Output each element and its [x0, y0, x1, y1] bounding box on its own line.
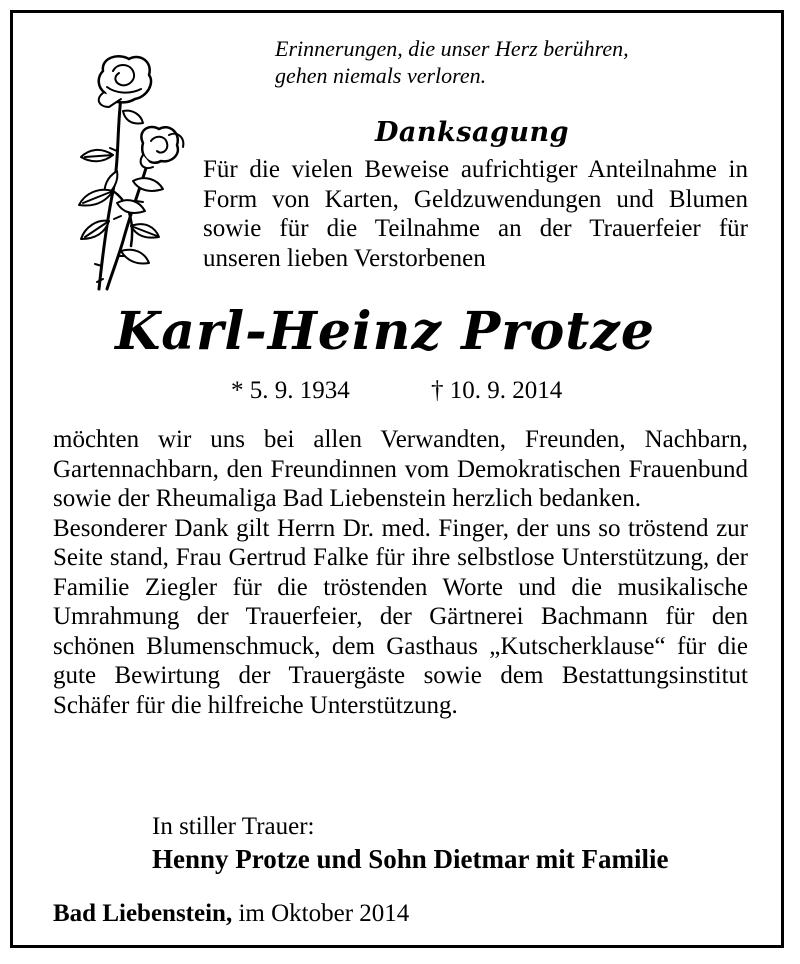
quote-line-2: gehen niemals verloren. — [275, 63, 487, 88]
mourning-label: In stiller Trauer: — [152, 813, 315, 840]
place-and-date — [53, 900, 409, 928]
obituary-notice — [10, 10, 784, 948]
place-date: im Oktober 2014 — [238, 900, 410, 927]
place-city: Bad Liebenstein, — [53, 900, 233, 927]
memorial-quote — [275, 35, 745, 89]
thanks-paragraph-2: Besonderer Dank gilt Herrn Dr. med. Finger, der uns so tröstend zur Seite stand, Frau Gertrud Falke für ihre selbstlose Unterstützung, der Familie Ziegler für die tröstenden Worte und die musikalische Umrahmung der Trauerfeier, der Gärtnerei Bachmann für den schönen Blumenschmuck, dem Gasthaus „Kutscherklause“ für die gute Bewirtung der Trauergäste sowie dem Bestattungsinstitut Schäfer für die hilfreiche Unterstützung. — [53, 514, 748, 719]
deceased-name: Karl-Heinz Protze — [115, 301, 655, 362]
birth-date: * 5. 9. 1934 — [231, 377, 350, 404]
intro-text: Für die vielen Beweise aufrichtiger Anteilnahme in Form von Karten, Geldzuwendungen und Blumen sowie für die Teilnahme an der Trauerfeier für unseren lieben Verstorbenen — [203, 156, 748, 272]
death-date: † 10. 9. 2014 — [431, 377, 563, 404]
family-signature: Henny Protze und Sohn Dietmar mit Familie — [152, 844, 669, 874]
heading-danksagung: Danksagung — [375, 117, 569, 148]
quote-line-1: Erinnerungen, die unser Herz berühren, — [275, 36, 629, 61]
thanks-text — [53, 425, 748, 720]
rose-illustration-icon — [73, 51, 203, 296]
thanks-paragraph-1: möchten wir uns bei allen Verwandten, Freunden, Nachbarn, Gartennachbarn, den Freundinnen vom Demokratischen Frauenbund sowie der Rheumaliga Bad Liebenstein herzlich bedanken. — [53, 426, 748, 512]
